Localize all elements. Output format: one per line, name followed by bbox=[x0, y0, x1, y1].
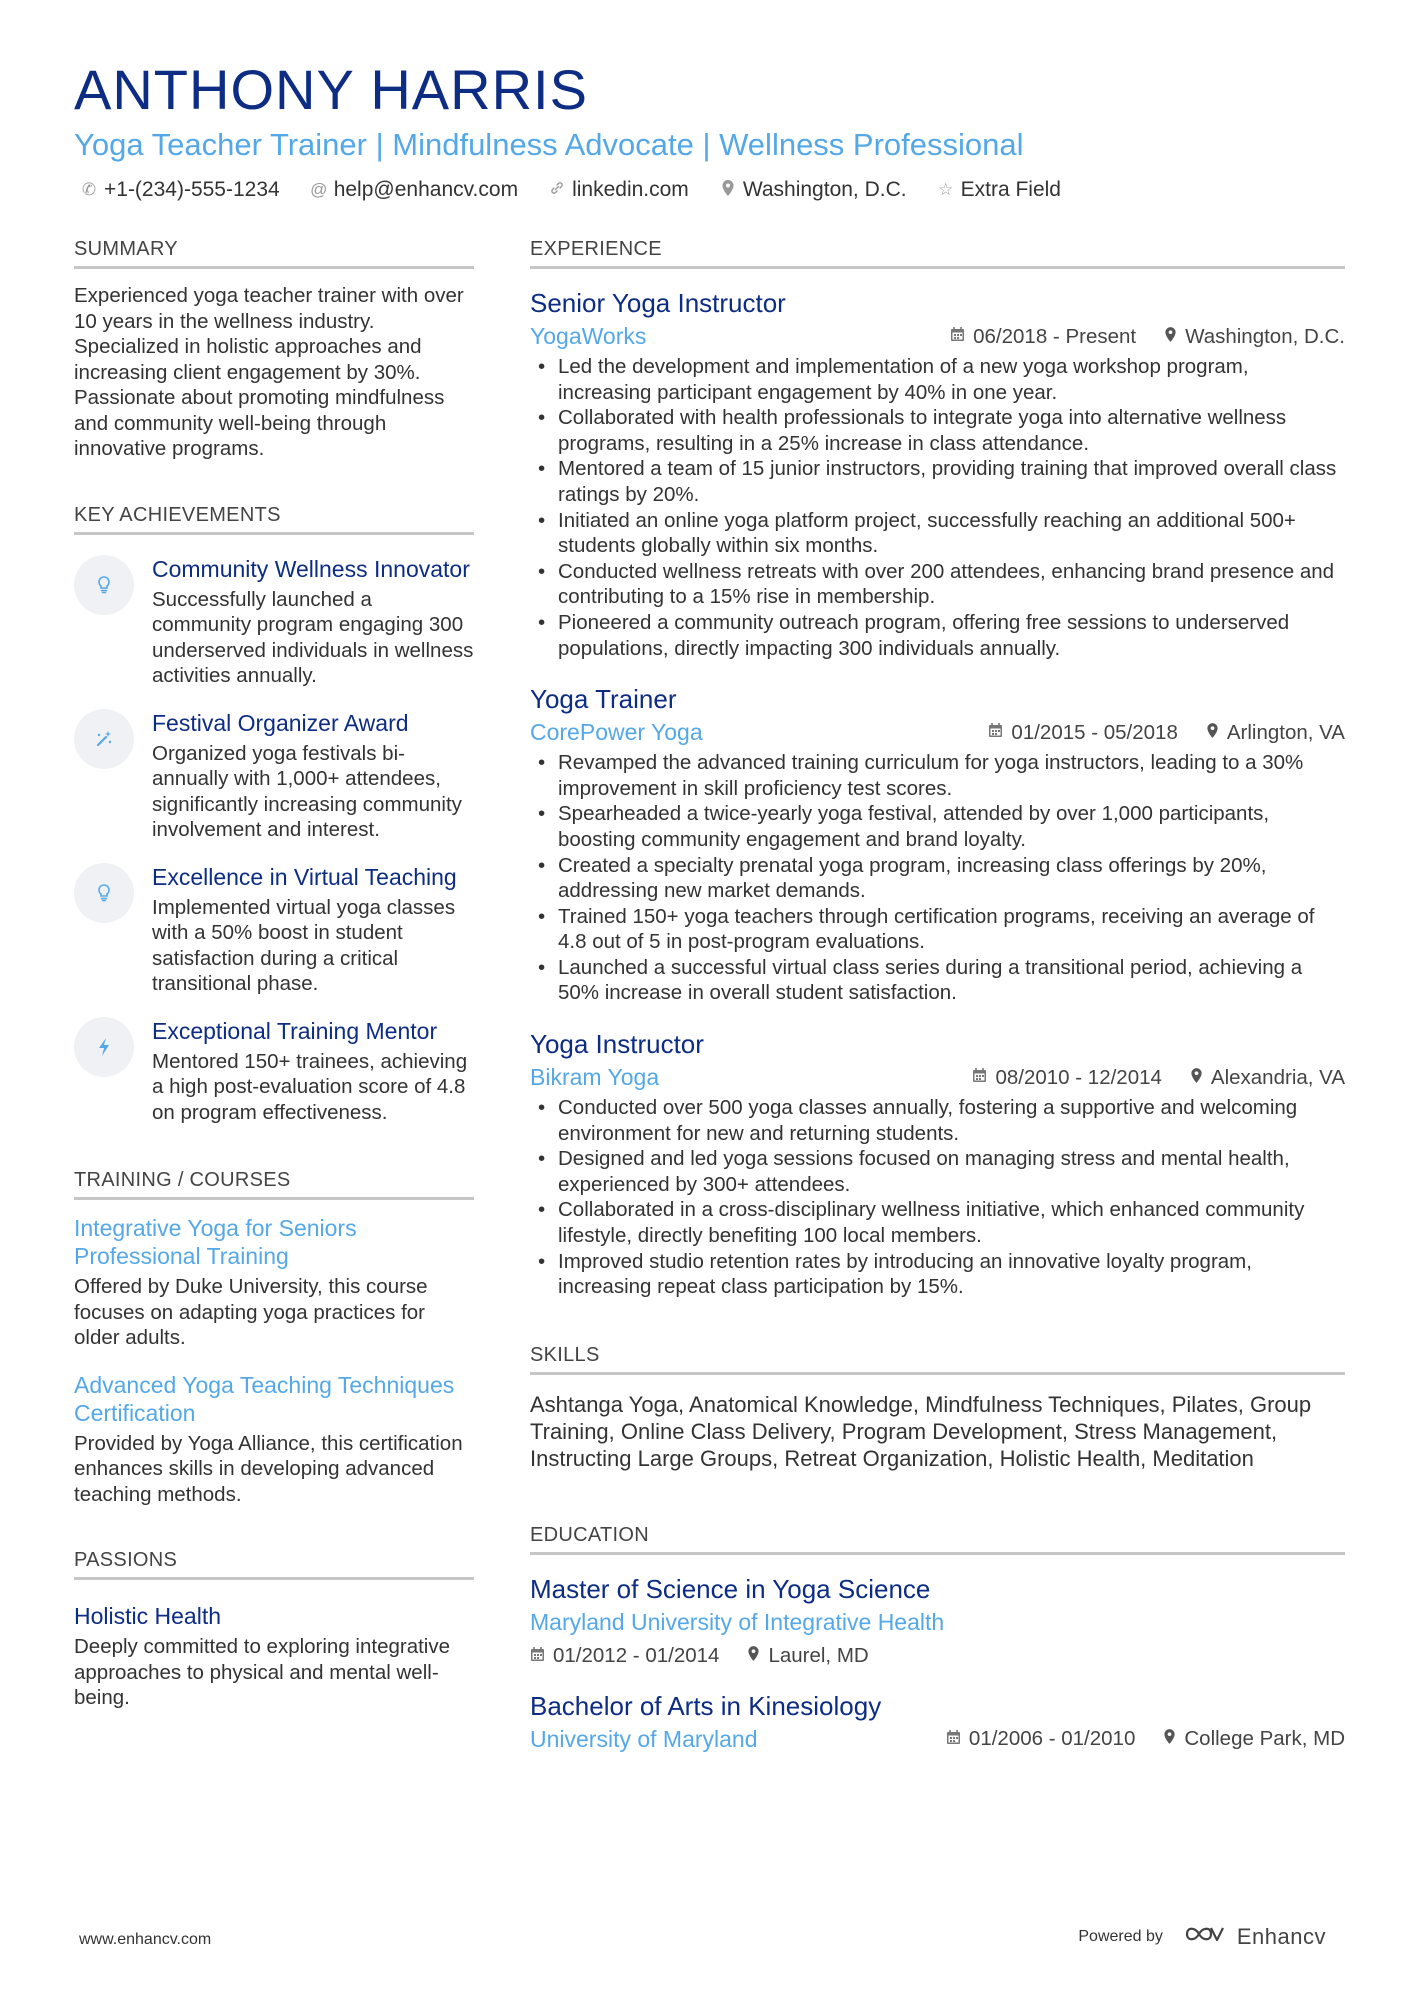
enhancv-logo-text: Enhancv bbox=[1236, 1924, 1326, 1949]
achievement-desc: Organized yoga festivals bi-annually with 1,000+ attendees, significantly increasing community involvement and interest. bbox=[152, 741, 462, 841]
experience-section bbox=[530, 238, 1345, 1300]
edu-school: University of Maryland bbox=[530, 1725, 758, 1752]
achievement-item bbox=[74, 1017, 474, 1126]
right-column bbox=[530, 238, 1345, 1753]
job-entry bbox=[530, 1028, 1345, 1300]
job-bullet: • Launched a successful virtual class series during a transitional period, achieving a 50% increase in overall student satisfaction. bbox=[530, 955, 1345, 1006]
contact-location-text: Washington, D.C. bbox=[742, 178, 907, 201]
job-bullet: • Collaborated with health professionals to integrate yoga into alternative wellness programs, resulting in a 25% increase in class attendance. bbox=[530, 405, 1345, 456]
job-bullet: • Led the development and implementation of a new yoga workshop program, increasing participant engagement by 40% in one year. bbox=[530, 354, 1345, 405]
job-bullet: • Trained 150+ yoga teachers through certification programs, receiving an average of 4.8 out of 5 in post-program evaluations. bbox=[530, 904, 1345, 955]
job-bullet: • Mentored a team of 15 junior instructors, providing training that improved overall class ratings by 20%. bbox=[530, 456, 1345, 507]
job-company: Bikram Yoga bbox=[530, 1064, 660, 1091]
job-bullets bbox=[530, 1095, 1345, 1300]
at-icon: @ bbox=[310, 180, 328, 199]
passions-heading: PASSIONS bbox=[74, 1549, 474, 1580]
achievement-title: Community Wellness Innovator bbox=[152, 555, 470, 582]
edu-dates: 01/2006 - 01/2010 bbox=[968, 1727, 1136, 1751]
powered-by-text: Powered by bbox=[1078, 1928, 1163, 1945]
job-bullets bbox=[530, 354, 1345, 661]
location-icon bbox=[719, 179, 737, 202]
job-bullets bbox=[530, 750, 1345, 1006]
contact-location bbox=[719, 178, 907, 202]
achievement-title: Excellence in Virtual Teaching bbox=[152, 863, 457, 890]
job-company: CorePower Yoga bbox=[530, 719, 703, 746]
job-bullet: • Spearheaded a twice-yearly yoga festival, attended by over 1,000 participants, boosting community engagement and brand loyalty. bbox=[530, 801, 1345, 852]
job-bullet: • Initiated an online yoga platform project, successfully reaching an additional 500+ students globally within six months. bbox=[530, 508, 1345, 559]
location-icon bbox=[1164, 326, 1177, 348]
job-bullet: • Pioneered a community outreach program, offering free sessions to underserved populations, directly impacting 300 individuals annually. bbox=[530, 610, 1345, 661]
contact-email-text: help@enhancv.com bbox=[333, 178, 519, 201]
left-column bbox=[74, 238, 474, 1711]
skills-text: Ashtanga Yoga, Anatomical Knowledge, Mindfulness Techniques, Pilates, Group Training, Online Class Delivery, Program Development, Stress Management, Instructing Large Groups, Retreat Organization, Holistic Health, Meditation bbox=[530, 1391, 1312, 1471]
job-bullet: • Revamped the advanced training curriculum for yoga instructors, leading to a 30% improvement in skill proficiency test scores. bbox=[530, 750, 1345, 801]
location-icon bbox=[1190, 1067, 1203, 1089]
job-entry bbox=[530, 683, 1345, 1006]
edu-degree: Master of Science in Yoga Science bbox=[530, 1573, 931, 1604]
training-section bbox=[74, 1169, 474, 1507]
achievement-item bbox=[74, 555, 474, 689]
job-entry bbox=[530, 287, 1345, 661]
job-location: Alexandria, VA bbox=[1210, 1065, 1345, 1089]
contact-phone-text: +1-(234)-555-1234 bbox=[104, 178, 280, 201]
footer-website[interactable]: www.enhancv.com bbox=[79, 1931, 212, 1948]
experience-heading: EXPERIENCE bbox=[530, 238, 1345, 269]
training-heading: TRAINING / COURSES bbox=[74, 1169, 474, 1200]
course-item bbox=[74, 1214, 474, 1351]
lightning-icon bbox=[74, 1017, 134, 1077]
course-desc: Offered by Duke University, this course focuses on adapting yoga practices for older adults. bbox=[74, 1275, 428, 1349]
star-icon: ☆ bbox=[937, 180, 954, 199]
edu-school: Maryland University of Integrative Health bbox=[530, 1608, 945, 1635]
edu-degree: Bachelor of Arts in Kinesiology bbox=[530, 1690, 882, 1721]
contact-extra-text: Extra Field bbox=[960, 178, 1061, 201]
achievements-section bbox=[74, 504, 474, 1126]
job-company: YogaWorks bbox=[530, 323, 647, 349]
footer-branding bbox=[1078, 1922, 1326, 1952]
summary-text: Experienced yoga teacher trainer with over 10 years in the wellness industry. Specialized in holistic approaches and increasing client engagement by 30%. Passionate about promoting mindfulness and community well-being through innovative programs. bbox=[74, 284, 464, 460]
education-section bbox=[530, 1524, 1345, 1753]
link-icon bbox=[548, 180, 566, 201]
job-bullet: • Conducted over 500 yoga classes annually, fostering a supportive and welcoming environment for new and returning students. bbox=[530, 1095, 1345, 1146]
course-desc: Provided by Yoga Alliance, this certification enhances skills in developing advanced teaching methods. bbox=[74, 1431, 463, 1506]
lightbulb-icon bbox=[74, 555, 134, 615]
calendar-icon bbox=[988, 722, 1003, 743]
job-dates: 01/2015 - 05/2018 bbox=[1011, 720, 1178, 744]
job-title: Senior Yoga Instructor bbox=[530, 288, 786, 318]
calendar-icon bbox=[972, 1067, 987, 1088]
achievement-title: Exceptional Training Mentor bbox=[152, 1017, 438, 1044]
contact-linkedin-text: linkedin.com bbox=[572, 178, 689, 201]
course-title: Advanced Yoga Teaching Techniques Certification bbox=[74, 1371, 455, 1426]
achievement-item bbox=[74, 709, 474, 843]
education-entry bbox=[530, 1573, 1345, 1668]
passions-section bbox=[74, 1549, 474, 1711]
achievement-title: Festival Organizer Award bbox=[152, 709, 409, 736]
edu-dates: 01/2012 - 01/2014 bbox=[553, 1643, 720, 1667]
job-title: Yoga Trainer bbox=[530, 684, 677, 715]
education-entry bbox=[530, 1690, 1345, 1753]
phone-icon: ✆ bbox=[81, 180, 97, 199]
enhancv-logo[interactable] bbox=[1183, 1922, 1326, 1952]
skills-heading: SKILLS bbox=[530, 1344, 1345, 1375]
contact-bar bbox=[80, 178, 1061, 202]
job-location: Arlington, VA bbox=[1226, 720, 1345, 744]
candidate-name: ANTHONY HARRIS bbox=[74, 58, 588, 121]
summary-heading: SUMMARY bbox=[74, 238, 474, 269]
job-dates: 06/2018 - Present bbox=[973, 324, 1137, 348]
course-item bbox=[74, 1371, 474, 1508]
contact-linkedin[interactable] bbox=[548, 178, 689, 202]
education-heading: EDUCATION bbox=[530, 1524, 1345, 1555]
achievement-item bbox=[74, 863, 474, 997]
contact-phone[interactable] bbox=[80, 178, 280, 202]
location-icon bbox=[747, 1644, 760, 1668]
calendar-icon bbox=[946, 1729, 961, 1750]
passion-title: Holistic Health bbox=[74, 1603, 221, 1629]
calendar-icon bbox=[530, 1644, 545, 1668]
skills-section bbox=[530, 1344, 1345, 1472]
job-location: Washington, D.C. bbox=[1185, 324, 1345, 348]
location-icon bbox=[1163, 1728, 1176, 1750]
candidate-subtitle: Yoga Teacher Trainer | Mindfulness Advocate | Wellness Professional bbox=[74, 127, 1024, 162]
achievement-desc: Implemented virtual yoga classes with a 50% boost in student satisfaction during a critical transitional phase. bbox=[152, 895, 456, 995]
job-bullet: • Collaborated in a cross-disciplinary wellness initiative, which enhanced community lifestyle, directly benefiting 100 local members. bbox=[530, 1197, 1345, 1248]
enhancv-logo-icon bbox=[1183, 1922, 1227, 1952]
location-icon bbox=[1206, 722, 1219, 744]
achievement-desc: Successfully launched a community program engaging 300 underserved individuals in wellness activities annually. bbox=[152, 587, 474, 687]
job-bullet: • Improved studio retention rates by introducing an innovative loyalty program, increasing repeat class participation by 15%. bbox=[530, 1249, 1345, 1300]
contact-email[interactable] bbox=[310, 178, 518, 202]
contact-extra bbox=[937, 178, 1061, 202]
magic-wand-icon bbox=[74, 709, 134, 769]
calendar-icon bbox=[950, 326, 965, 347]
achievement-desc: Mentored 150+ trainees, achieving a high post-evaluation score of 4.8 on program effectiveness. bbox=[152, 1049, 468, 1124]
lightbulb-icon bbox=[74, 863, 134, 923]
job-bullet: • Conducted wellness retreats with over 200 attendees, enhancing brand presence and contributing to a 15% rise in membership. bbox=[530, 559, 1345, 610]
job-dates: 08/2010 - 12/2014 bbox=[995, 1065, 1162, 1089]
job-title: Yoga Instructor bbox=[530, 1029, 704, 1060]
job-bullet: • Designed and led yoga sessions focused on managing stress and mental health, experienced by 300+ attendees. bbox=[530, 1146, 1345, 1197]
course-title: Integrative Yoga for Seniors Professional Training bbox=[74, 1215, 357, 1269]
achievements-heading: KEY ACHIEVEMENTS bbox=[74, 504, 474, 535]
passion-desc: Deeply committed to exploring integrative approaches to physical and mental well-being. bbox=[74, 1635, 451, 1709]
summary-section bbox=[74, 238, 474, 462]
edu-location: College Park, MD bbox=[1184, 1727, 1345, 1751]
job-bullet: • Created a specialty prenatal yoga program, increasing class offerings by 20%, addressing new market demands. bbox=[530, 853, 1345, 904]
edu-location: Laurel, MD bbox=[768, 1643, 869, 1667]
